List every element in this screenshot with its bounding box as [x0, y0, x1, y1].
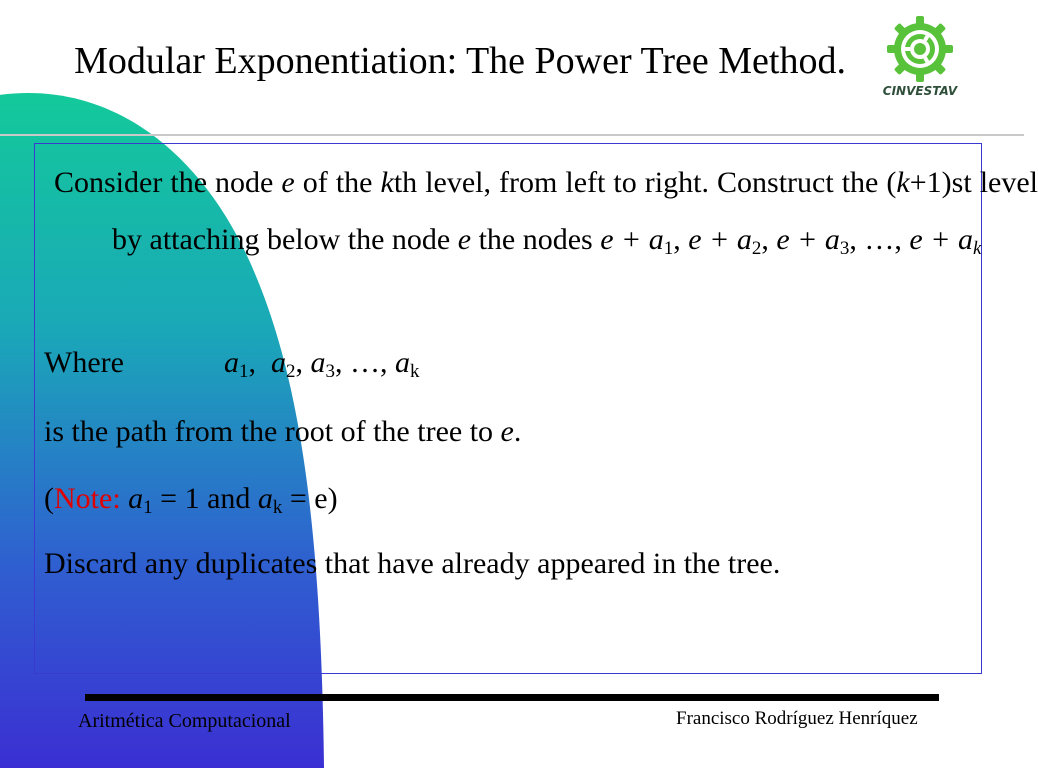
text: +1)st level by attaching below the node — [112, 166, 1038, 256]
subscript: k — [972, 238, 982, 259]
sum-term: e + a — [909, 223, 973, 256]
sum-term: e + a — [600, 223, 664, 256]
text: ( — [44, 482, 54, 515]
subscript: 3 — [839, 238, 850, 259]
var-a: a — [310, 346, 326, 379]
paragraph-path — [44, 403, 970, 460]
note-label: Note: — [54, 482, 121, 515]
text: the nodes — [471, 223, 601, 256]
text: is the path from the root of the tree to — [44, 415, 501, 448]
subscript: 2 — [285, 361, 296, 382]
text: = 1 and — [152, 482, 258, 515]
var-k: k — [896, 166, 910, 199]
var-a: a — [128, 482, 144, 515]
var-k: k — [380, 166, 394, 199]
paragraph-where — [44, 334, 970, 391]
text: , — [248, 346, 271, 379]
sum-term: e + a — [776, 223, 840, 256]
var-e: e — [281, 166, 295, 199]
text: , …, — [849, 223, 910, 256]
where-label: Where — [44, 346, 124, 379]
text: th level, from left to right. Construct the ( — [393, 166, 897, 199]
sum-term: e + a — [688, 223, 752, 256]
subscript: 1 — [663, 238, 674, 259]
slide-title: Modular Exponentiation: The Power Tree Method. — [74, 40, 846, 82]
header-divider — [0, 134, 1024, 136]
paragraph-note — [44, 470, 970, 527]
footer-course: Aritmética Computacional — [78, 710, 291, 732]
footer-divider — [85, 694, 939, 701]
text: , …, — [334, 346, 395, 379]
subscript: 3 — [325, 361, 335, 382]
logo-text: CINVESTAV — [882, 84, 958, 98]
var-a: a — [394, 346, 410, 379]
text: = e) — [282, 482, 338, 515]
paragraph-consider — [44, 154, 1038, 268]
var-a: a — [257, 482, 273, 515]
text: Consider the node — [54, 166, 282, 199]
text: . — [513, 415, 522, 448]
text: , — [295, 346, 311, 379]
paragraph-discard — [44, 535, 970, 592]
cinvestav-logo — [870, 18, 970, 108]
subscript: 2 — [751, 238, 762, 259]
subscript: k — [272, 497, 283, 518]
var-e: e — [500, 415, 514, 448]
subscript: 1 — [238, 361, 249, 382]
footer-author: Francisco Rodríguez Henríquez — [676, 708, 918, 729]
var-e: e — [457, 223, 472, 256]
text: , — [673, 223, 689, 256]
var-a: a — [270, 346, 286, 379]
gear-emblem-icon — [870, 18, 970, 84]
subscript: k — [409, 361, 420, 382]
text: , — [761, 223, 777, 256]
text: of the — [294, 166, 381, 199]
subscript: 1 — [143, 497, 153, 518]
text: Discard any duplicates that have already appeared in the tree. — [44, 547, 781, 580]
var-a: a — [223, 346, 239, 379]
